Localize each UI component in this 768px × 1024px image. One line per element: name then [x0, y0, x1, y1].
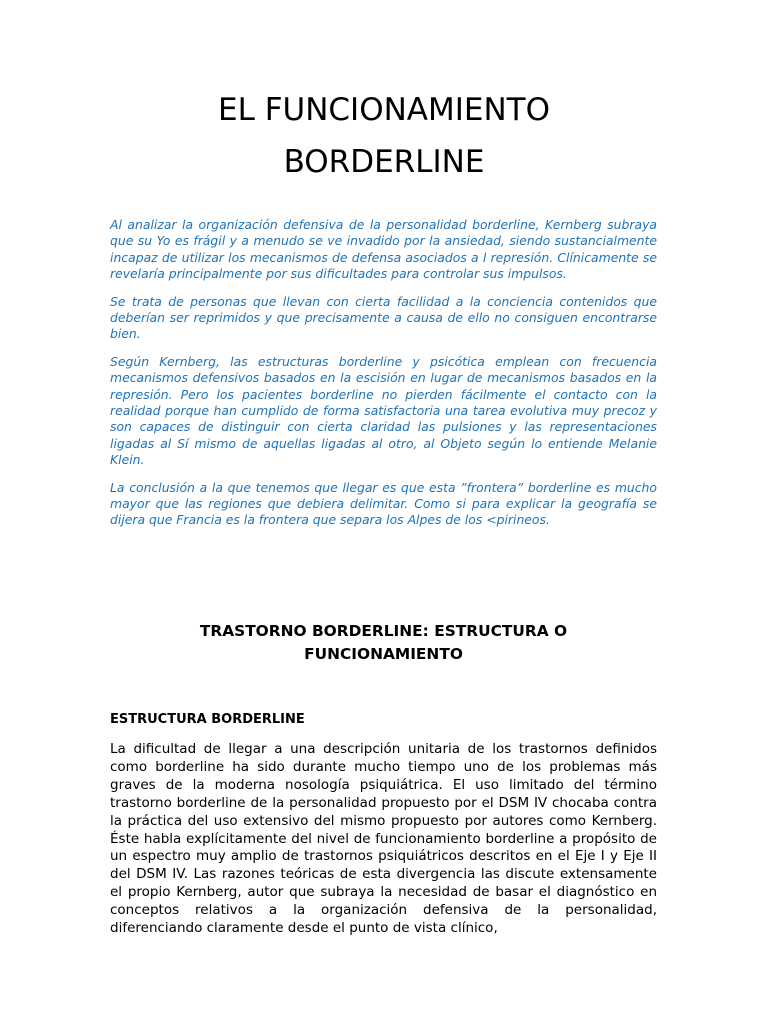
- page-title-line-1: EL FUNCIONAMIENTO: [217, 92, 550, 128]
- subsection-heading: ESTRUCTURA BORDERLINE: [110, 712, 305, 727]
- page-title-line-2: BORDERLINE: [283, 144, 485, 180]
- intro-section: [110, 217, 657, 540]
- intro-paragraph: La conclusión a la que tenemos que llegar es que esta ”frontera” borderline es mucho mayor que las regiones que debiera delimitar. Como si para explicar la geografía se dijera que Francia es la frontera que separa los Alpes de los <pirineos.: [110, 479, 657, 528]
- page-title: [0, 84, 768, 188]
- section-heading-line-2: FUNCIONAMIENTO: [304, 645, 463, 663]
- intro-paragraph: Según Kernberg, las estructuras borderline y psicótica emplean con frecuencia mecanismos defensivos basados en la escisión en lugar de mecanismos basados en la represión. Pero los pacientes borderline no pierden fácilmente el contacto con la realidad porque han cumplido de forma satisfactoria una tarea evolutiva muy precoz y son capaces de distinguir con cierta claridad las pulsiones y las representaciones ligadas al Sí mismo de aquellas ligadas al otro, al Objeto según lo entiende Melanie Klein.: [110, 354, 657, 467]
- section-heading-line-1: TRASTORNO BORDERLINE: ESTRUCTURA O: [199, 622, 568, 640]
- body-paragraph: La dificultad de llegar a una descripción unitaria de los trastornos definidos como borderline ha sido durante mucho tiempo uno de los problemas más graves de la moderna nosología psiquiátrica. El uso limitado del término trastorno borderline de la personalidad propuesto por el DSM IV chocaba contra la práctica del uso extensivo del mismo propuesto por autores como Kernberg. Éste habla explícitamente del nivel de funcionamiento borderline a propósito de un espectro muy amplio de trastornos psiquiátricos descritos en el Eje I y Eje II del DSM IV. Las razones teóricas de esta divergencia las discute extensamente el propio Kernberg, autor que subraya la necesidad de basar el diagnóstico en conceptos relativos a la organización defensiva de la personalidad, diferenciando claramente desde el punto de vista clínico,: [110, 741, 657, 937]
- intro-paragraph: Se trata de personas que llevan con cierta facilidad a la conciencia contenidos que deberían ser reprimidos y que precisamente a causa de ello no consiguen encontrarse bien.: [110, 293, 657, 342]
- section-heading: [110, 620, 657, 666]
- intro-paragraph: Al analizar la organización defensiva de la personalidad borderline, Kernberg subraya que su Yo es frágil y a menudo se ve invadido por la ansiedad, siendo sustancialmente incapaz de utilizar los mecanismos de defensa asociados a l represión. Clínicamente se revelaría principalmente por sus dificultades para controlar sus impulsos.: [110, 217, 657, 281]
